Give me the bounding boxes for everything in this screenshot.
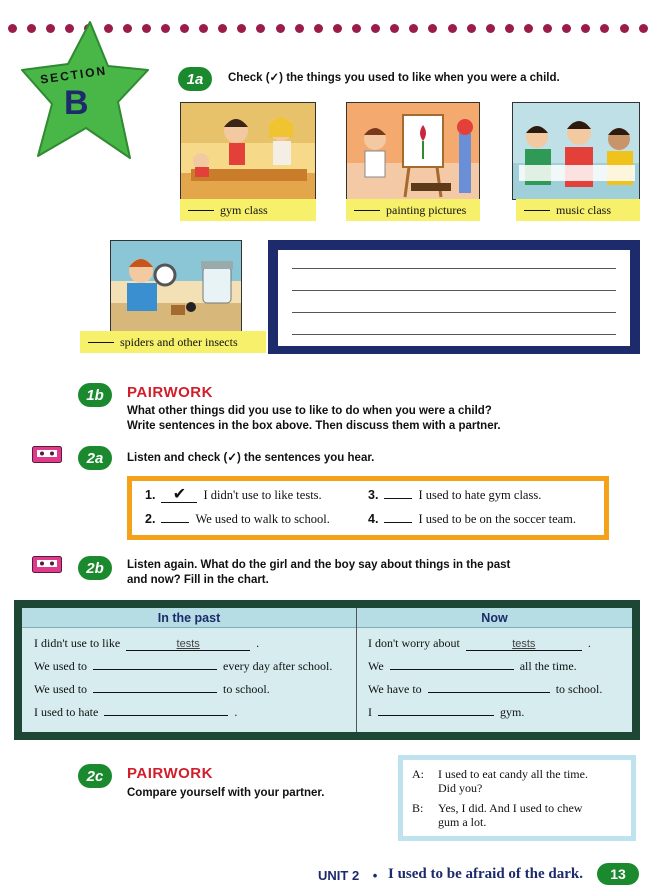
col-header-past: In the past: [22, 608, 356, 628]
sentence-text: We used to walk to school.: [195, 512, 330, 526]
row-text: .: [256, 636, 260, 650]
border-dot: [505, 24, 514, 33]
cassette-icon[interactable]: [32, 446, 62, 463]
border-dot: [161, 24, 170, 33]
footer-unit: [318, 868, 377, 883]
row-text: We: [368, 659, 384, 673]
sentence-number: 4.: [368, 512, 379, 526]
unit-label: UNIT 2: [318, 868, 360, 883]
now-row-4-answer[interactable]: [378, 715, 494, 716]
border-dot: [390, 24, 399, 33]
exercise-1b-instruction-line1: What other things did you use to like to do when you were a child?: [127, 405, 492, 417]
music-class-check-blank[interactable]: [524, 210, 550, 211]
border-dot: [409, 24, 418, 33]
row-text: to school.: [223, 682, 270, 696]
row-text: We have to: [368, 682, 422, 696]
past-row-4-answer[interactable]: [104, 715, 228, 716]
now-row-2: [368, 659, 577, 674]
border-dot: [180, 24, 189, 33]
gym-class-check-blank[interactable]: [188, 210, 214, 211]
sentence-4: [368, 512, 576, 527]
now-row-3: [368, 682, 602, 697]
border-dot: [448, 24, 457, 33]
spiders-insects-caption: [80, 331, 266, 353]
exercise-1b-title: PAIRWORK: [127, 384, 213, 401]
row-text: gym.: [500, 705, 525, 719]
border-dot: [371, 24, 380, 33]
music-class-caption: [516, 199, 640, 221]
border-dot: [486, 24, 495, 33]
border-dot: [639, 24, 648, 33]
exercise-2b-badge: 2b: [78, 556, 112, 580]
past-row-1-answer[interactable]: tests: [126, 638, 250, 651]
border-dot: [600, 24, 609, 33]
kids-gymnastics-picture: [180, 102, 316, 200]
border-dot: [352, 24, 361, 33]
exercise-2c-badge: 2c: [78, 764, 112, 788]
spiders-insects-label: spiders and other insects: [120, 334, 238, 349]
border-dot: [581, 24, 590, 33]
exercise-1b-badge: 1b: [78, 383, 112, 407]
col-header-now: Now: [357, 608, 632, 628]
footer-unit-title: I used to be afraid of the dark.: [388, 866, 584, 882]
exercise-1a-badge: 1a: [178, 67, 212, 91]
music-class-label: music class: [556, 202, 611, 217]
sentence-2-check-blank[interactable]: [161, 522, 189, 523]
sentence-1-check-blank[interactable]: ✔: [161, 488, 197, 503]
now-row-1-answer[interactable]: tests: [466, 638, 582, 651]
sentence-1: [145, 488, 322, 503]
now-row-1: [368, 636, 591, 651]
kids-singing-picture: [512, 102, 640, 200]
exercise-2c-instruction: Compare yourself with your partner.: [127, 787, 325, 799]
writing-line: [292, 268, 616, 269]
exercise-2b-instruction-line2: and now? Fill in the chart.: [127, 574, 269, 586]
border-dot: [256, 24, 265, 33]
gym-class-caption: [180, 199, 316, 221]
exercise-2b-instruction-line1: Listen again. What do the girl and the boy say about things in the past: [127, 559, 511, 571]
sentence-number: 2.: [145, 512, 156, 526]
row-text: every day after school.: [223, 659, 333, 673]
sentence-text: I used to hate gym class.: [418, 488, 542, 502]
sentence-number: 3.: [368, 488, 379, 502]
past-row-3-answer[interactable]: [93, 692, 217, 693]
girl-painting-picture: [346, 102, 480, 200]
sentence-3: [368, 488, 541, 503]
border-dot: [428, 24, 437, 33]
past-row-2: [34, 659, 332, 674]
column-divider: [356, 608, 357, 732]
gym-class-label: gym class: [220, 202, 268, 217]
sentence-3-check-blank[interactable]: [384, 498, 412, 499]
dialog-line-a1: I used to eat candy all the time.: [438, 767, 588, 781]
border-dot: [276, 24, 285, 33]
border-dot: [218, 24, 227, 33]
sentence-number: 1.: [145, 488, 156, 502]
past-row-4: [34, 705, 237, 720]
row-text: I don't worry about: [368, 636, 460, 650]
now-row-4: [368, 705, 524, 720]
exercise-1a-instruction: Check (✓) the things you used to like when you were a child.: [228, 72, 560, 84]
painting-pictures-label: painting pictures: [386, 202, 467, 217]
sentence-text: I used to be on the soccer team.: [418, 512, 577, 526]
row-text: all the time.: [519, 659, 577, 673]
border-dot: [199, 24, 208, 33]
sentence-4-check-blank[interactable]: [384, 522, 412, 523]
border-dot: [333, 24, 342, 33]
writing-box: [268, 240, 640, 354]
sentences-box: [127, 476, 609, 540]
dialog-speaker-b: B:: [412, 801, 424, 815]
exercise-2c-title: PAIRWORK: [127, 765, 213, 782]
row-text: I: [368, 705, 372, 719]
section-letter: B: [64, 84, 89, 122]
row-text: I didn't use to like: [34, 636, 121, 650]
now-row-3-answer[interactable]: [428, 692, 550, 693]
footer-bullet: •: [372, 868, 378, 883]
exercise-2a-instruction: Listen and check (✓) the sentences you hear.: [127, 452, 375, 464]
spiders-insects-check-blank[interactable]: [88, 342, 114, 343]
boy-magnifier-insects-picture: [110, 240, 242, 332]
exercise-1b-instruction-line2: Write sentences in the box above. Then discuss them with a partner.: [127, 420, 501, 432]
row-text: .: [587, 636, 591, 650]
border-dot: [562, 24, 571, 33]
border-dot: [295, 24, 304, 33]
painting-pictures-caption: [346, 199, 480, 221]
cassette-icon[interactable]: [32, 556, 62, 573]
writing-line: [292, 312, 616, 313]
row-text: We used to: [34, 682, 88, 696]
dialog-line-b1: Yes, I did. And I used to chew: [438, 801, 583, 815]
border-dot: [314, 24, 323, 33]
past-row-1: [34, 636, 259, 651]
border-dot: [620, 24, 629, 33]
dialog-line-b2: gum a lot.: [438, 815, 487, 829]
row-text: We used to: [34, 659, 88, 673]
row-text: to school.: [555, 682, 603, 696]
page-number: 13: [597, 863, 639, 885]
border-dot: [524, 24, 533, 33]
writing-line: [292, 290, 616, 291]
past-row-2-answer[interactable]: [93, 669, 217, 670]
row-text: I used to hate: [34, 705, 99, 719]
now-row-2-answer[interactable]: [390, 669, 514, 670]
exercise-2a-badge: 2a: [78, 446, 112, 470]
writing-area[interactable]: [278, 250, 630, 346]
sentence-text: I didn't use to like tests.: [203, 488, 322, 502]
past-row-3: [34, 682, 270, 697]
dialog-line-a2: Did you?: [438, 781, 483, 795]
writing-line: [292, 334, 616, 335]
dialog-speaker-a: A:: [412, 767, 424, 781]
row-text: .: [234, 705, 238, 719]
border-dot: [237, 24, 246, 33]
section-word: SECTION: [39, 63, 108, 87]
sentence-2: [145, 512, 330, 527]
border-dot: [467, 24, 476, 33]
past-now-chart: [14, 600, 640, 740]
border-dot: [8, 24, 17, 33]
border-dot: [543, 24, 552, 33]
painting-pictures-check-blank[interactable]: [354, 210, 380, 211]
